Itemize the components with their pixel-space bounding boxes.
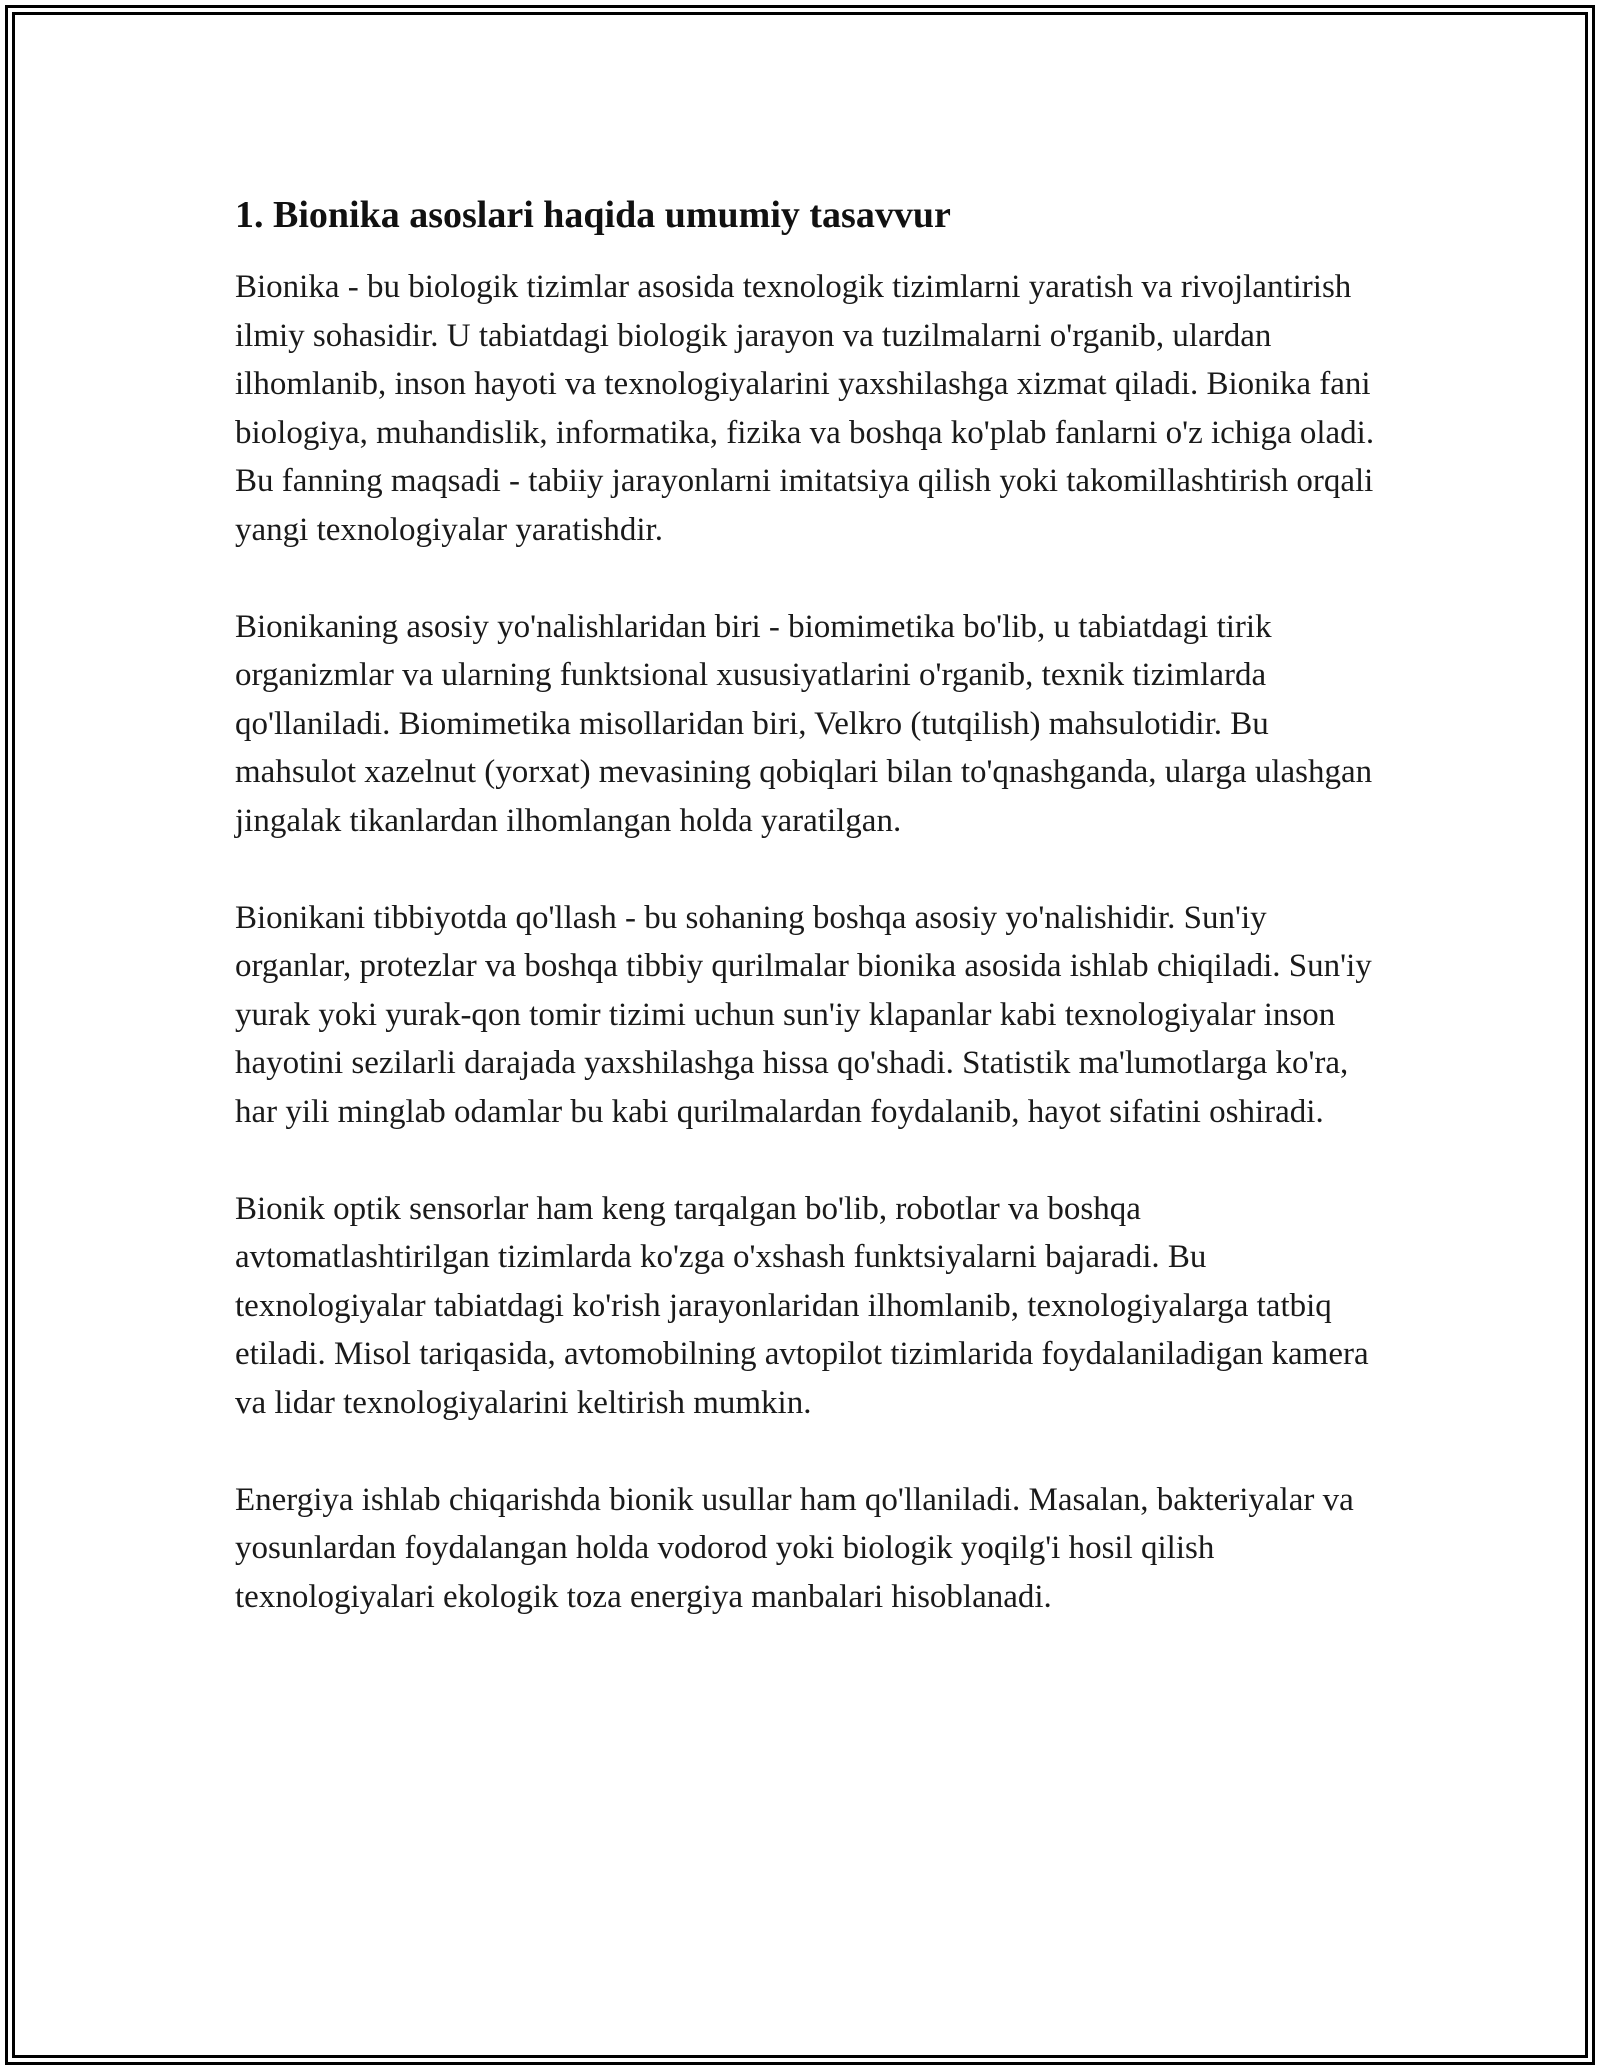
paragraph-optical-sensors: Bionik optik sensorlar ham keng tarqalgan bo'lib, robotlar va boshqa avtomatlashtirilgan tizimlarda ko'zga o'xshash funktsiyalarni bajaradi. Bu texnologiyalar tabiatdagi ko'rish jarayonlaridan ilhomlanib, texnologiyalarga tatbiq etiladi. Misol tariqasida, avtomobilning avtopilot tizimlarida foydalaniladigan kamera va lidar texnologiyalarini keltirish mumkin. — [235, 1190, 1369, 1421]
document-body — [235, 185, 1375, 1621]
paragraph-medicine: Bionikani tibbiyotda qo'llash - bu sohaning boshqa asosiy yo'nalishidir. Sun'iy organlar, protezlar va boshqa tibbiy qurilmalar bionika asosida ishlab chiqiladi. Sun'iy yurak yoki yurak-qon tomir tizimi uchun sun'iy klapanlar kabi texnologiyalar inson hayotini sezilarli darajada yaxshilashga hissa qo'shadi. Statistik ma'lumotlarga ko'ra, har yili minglab odamlar bu kabi qurilmalardan foydalanib, hayot sifatini oshiradi. — [235, 899, 1372, 1130]
section-heading: 1. Bionika asoslari haqida umumiy tasavvur — [235, 194, 951, 236]
paragraph-biomimetics: Bionikaning asosiy yo'nalishlaridan biri - biomimetika bo'lib, u tabiatdagi tirik organizmlar va ularning funktsional xususiyatlarini o'rganib, texnik tizimlarda qo'llaniladi. Biomimetika misollaridan biri, Velkro (tutqilish) mahsulotidir. Bu mahsulot xazelnut (yorxat) mevasining qobiqlari bilan to'qnashganda, ularga ulashgan jingalak tikanlardan ilhomlangan holda yaratilgan. — [235, 608, 1373, 839]
paragraph-bionics-definition: Bionika - bu biologik tizimlar asosida texnologik tizimlarni yaratish va rivojlantirish ilmiy sohasidir. U tabiatdagi biologik jarayon va tuzilmalarni o'rganib, ulardan ilhomlanib, inson hayoti va texnologiyalarini yaxshilashga xizmat qiladi. Bionika fani biologiya, muhandislik, informatika, fizika va boshqa ko'plab fanlarni o'z ichiga oladi. Bu fanning maqsadi - tabiiy jarayonlarni imitatsiya qilish yoki takomillashtirish orqali yangi texnologiyalar yaratishdir. — [235, 269, 1375, 548]
paragraph-energy: Energiya ishlab chiqarishda bionik usullar ham qo'llaniladi. Masalan, bakteriyalar va yosunlardan foydalangan holda vodorod yoki biologik yoqilg'i hosil qilish texnologiyalari ekologik toza energiya manbalari hisoblanadi. — [235, 1481, 1354, 1615]
